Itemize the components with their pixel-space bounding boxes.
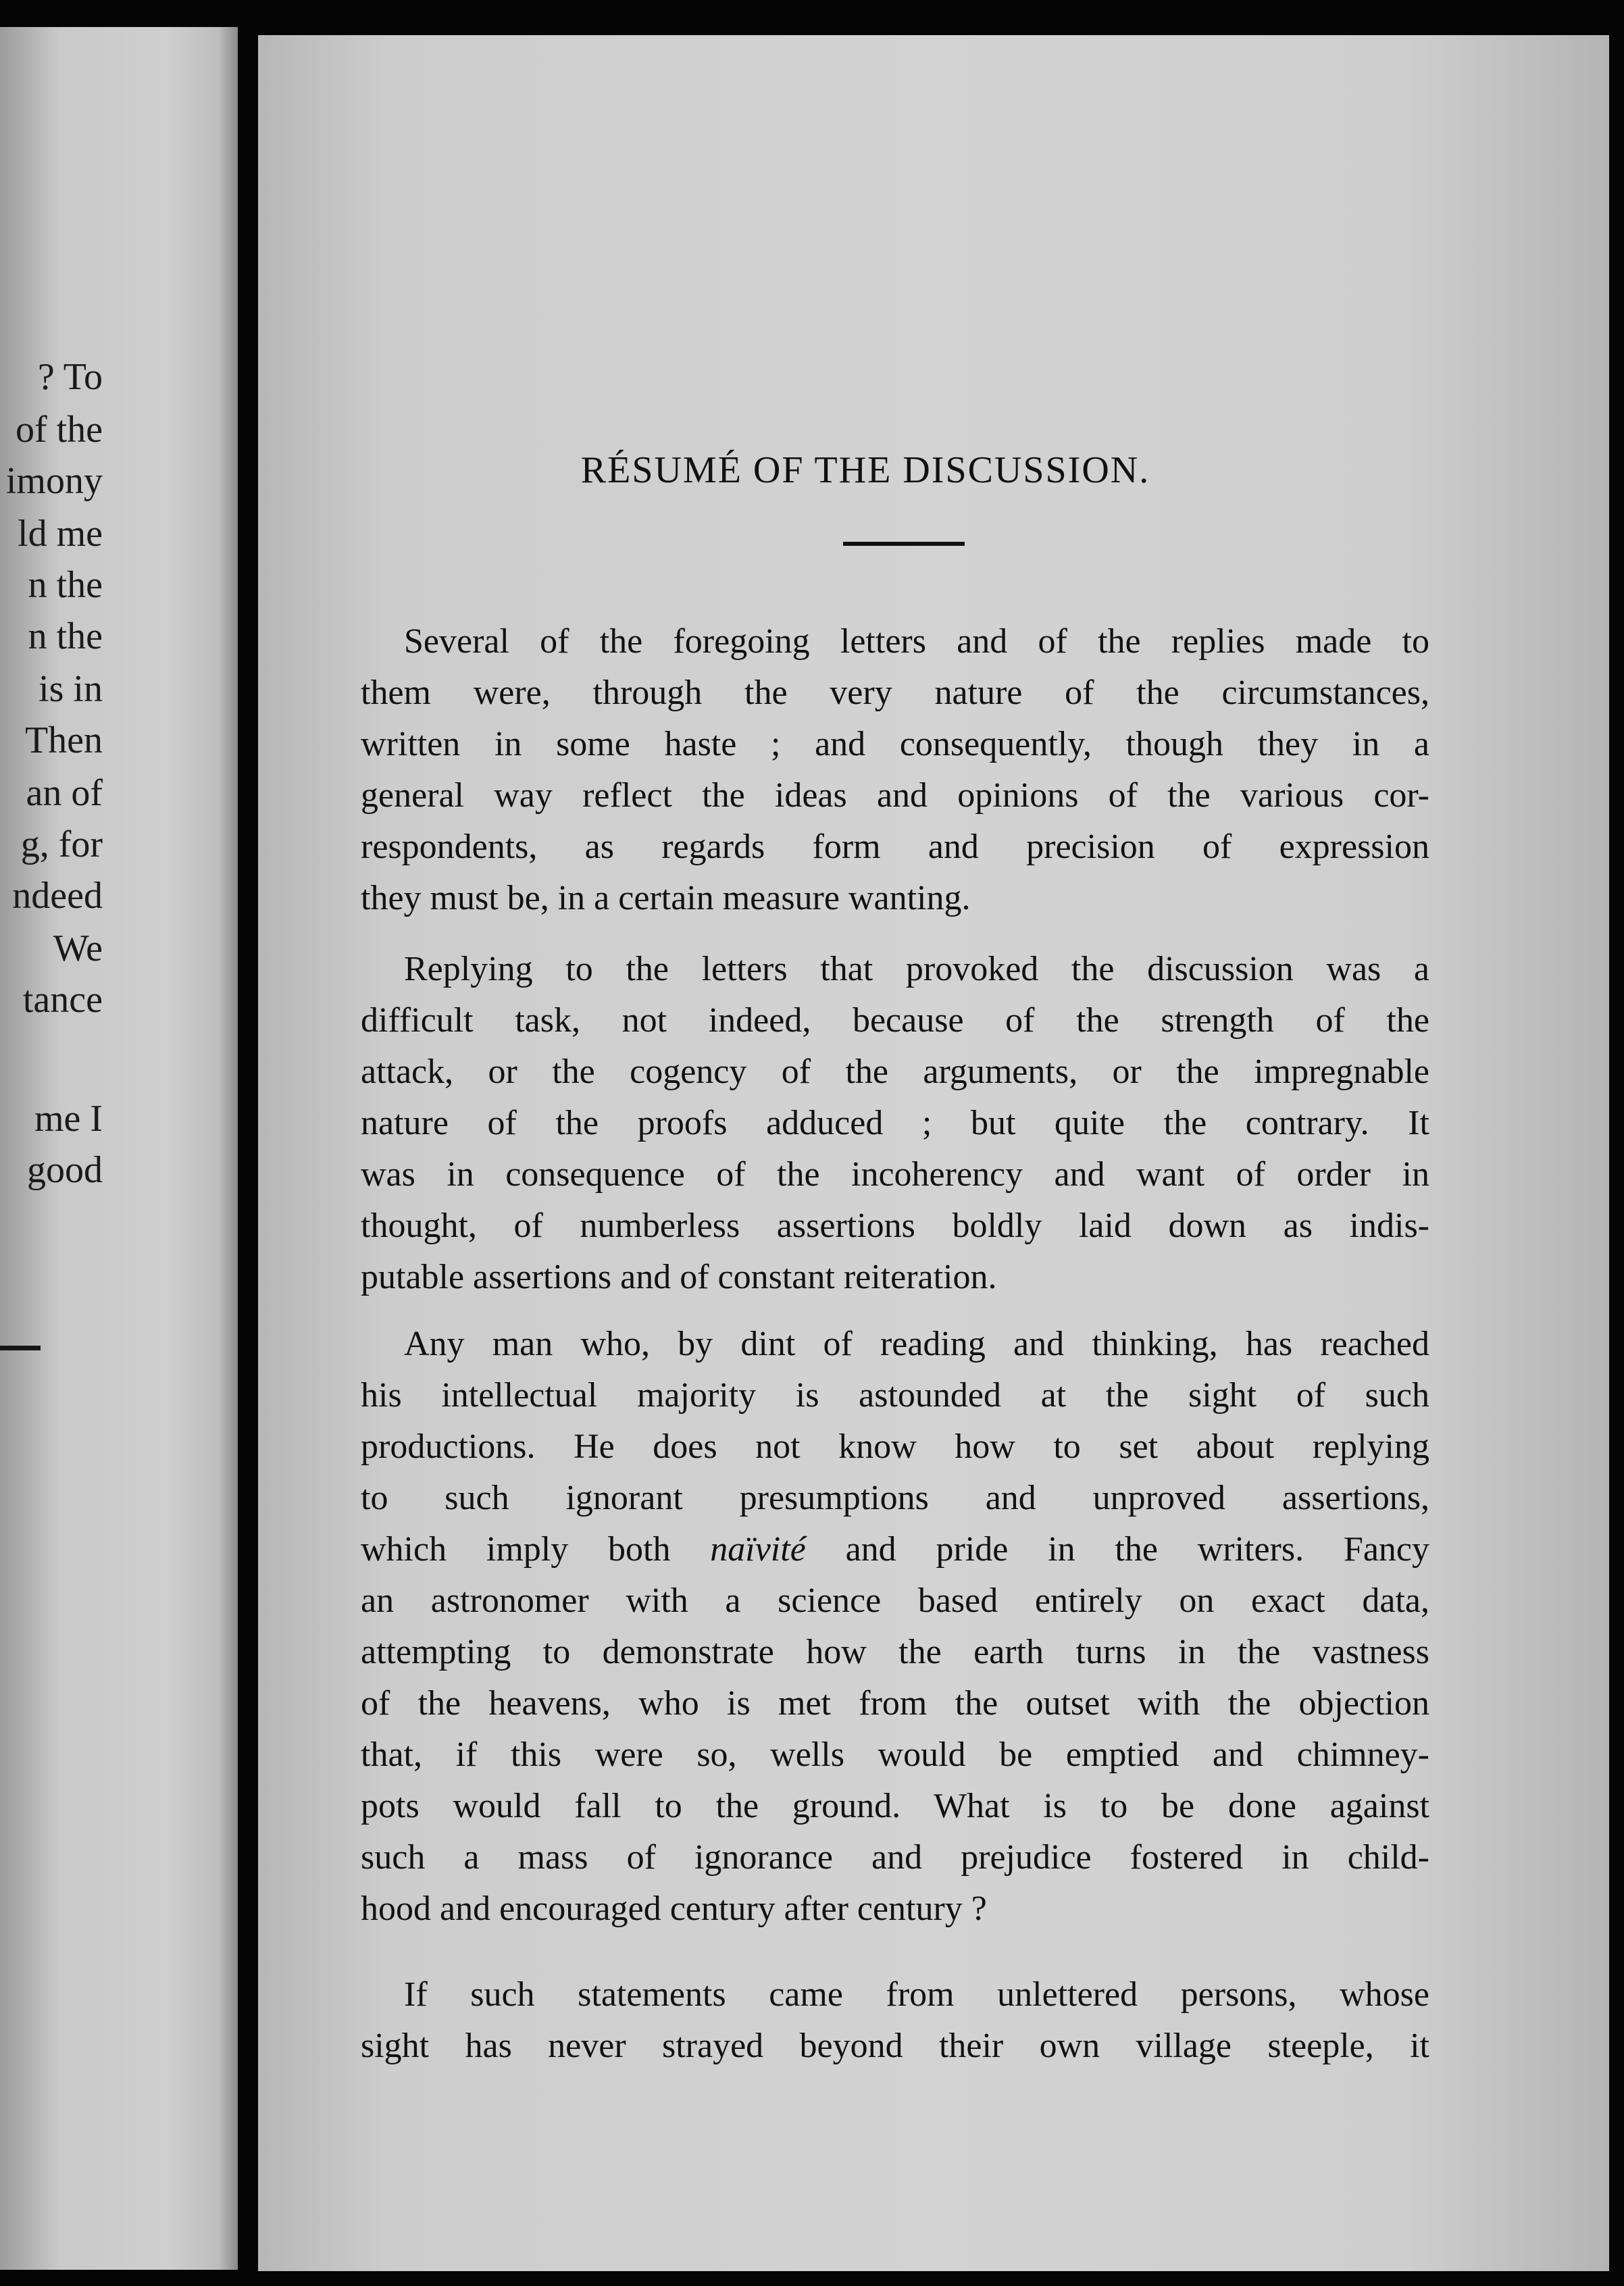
- facing-page-line: me I: [34, 1098, 103, 1140]
- facing-page-line: imony: [5, 460, 103, 502]
- facing-page-line: ld me: [18, 513, 103, 555]
- text-line: pots would fall to the ground. What is to be done against: [361, 1787, 1429, 1825]
- facing-page-line: good: [27, 1149, 103, 1191]
- text-line: that, if this were so, wells would be emptied and chimney-: [361, 1735, 1429, 1774]
- text-line: sight has never strayed beyond their own village steeple, it: [361, 2027, 1429, 2065]
- book-page: [258, 35, 1609, 2271]
- text-line: If such statements came from unlettered persons, whose: [404, 1975, 1429, 2014]
- text-line: an astronomer with a science based entirely on exact data,: [361, 1581, 1429, 1620]
- text-line: of the heavens, who is met from the outset with the objection: [361, 1684, 1429, 1723]
- text-line: productions. He does not know how to set about replying: [361, 1427, 1429, 1466]
- facing-page-line: of the: [15, 409, 103, 451]
- text-line: Replying to the letters that provoked the discussion was a: [404, 950, 1429, 988]
- facing-page-line: Then: [24, 719, 103, 761]
- text-line: respondents, as regards form and precision of expression: [361, 828, 1429, 866]
- chapter-heading: RÉSUMÉ OF THE DISCUSSION.: [580, 449, 1150, 491]
- text-line: his intellectual majority is astounded at the sight of such: [361, 1376, 1429, 1415]
- text-line: nature of the proofs adduced ; but quite the contrary. It: [361, 1104, 1429, 1142]
- heading-rule: [843, 542, 965, 546]
- text-line: them were, through the very nature of the circumstances,: [361, 674, 1429, 712]
- facing-page: [0, 27, 238, 2270]
- facing-page-line: tance: [22, 979, 103, 1021]
- text-line: thought, of numberless assertions boldly laid down as indis-: [361, 1206, 1429, 1245]
- facing-page-line: g, for: [20, 823, 103, 865]
- text-line: putable assertions and of constant reiteration.: [361, 1258, 997, 1296]
- facing-page-line: n the: [28, 615, 103, 657]
- text-line: attack, or the cogency of the arguments, or the impregnable: [361, 1052, 1429, 1091]
- facing-page-line: ? To: [37, 356, 103, 398]
- facing-page-line: n the: [28, 564, 103, 606]
- text-line: attempting to demonstrate how the earth turns in the vastness: [361, 1633, 1429, 1671]
- text-line: hood and encouraged century after century ?: [361, 1889, 987, 1928]
- facing-page-line: is in: [39, 668, 103, 710]
- text-line: written in some haste ; and consequently, though they in a: [361, 725, 1429, 763]
- italic-word: naïvité: [710, 1530, 806, 1569]
- text-line: difficult task, not indeed, because of the strength of the: [361, 1001, 1429, 1040]
- text-line: to such ignorant presumptions and unproved assertions,: [361, 1479, 1429, 1517]
- facing-page-rule: [0, 1346, 41, 1350]
- text-line: such a mass of ignorance and prejudice fostered in child-: [361, 1838, 1429, 1877]
- facing-page-line: ndeed: [12, 875, 103, 917]
- text-line: was in consequence of the incoherency and want of order in: [361, 1155, 1429, 1194]
- facing-page-line: We: [53, 928, 103, 969]
- text-line: Several of the foregoing letters and of the replies made to: [404, 622, 1429, 661]
- text-line: Any man who, by dint of reading and thinking, has reached: [404, 1325, 1429, 1363]
- facing-page-line: an of: [26, 772, 103, 814]
- text-line: general way reflect the ideas and opinions of the various cor-: [361, 776, 1429, 815]
- text-line: they must be, in a certain measure wanting.: [361, 879, 971, 917]
- text-line: which imply both naïvité and pride in the writers. Fancy: [361, 1530, 1429, 1569]
